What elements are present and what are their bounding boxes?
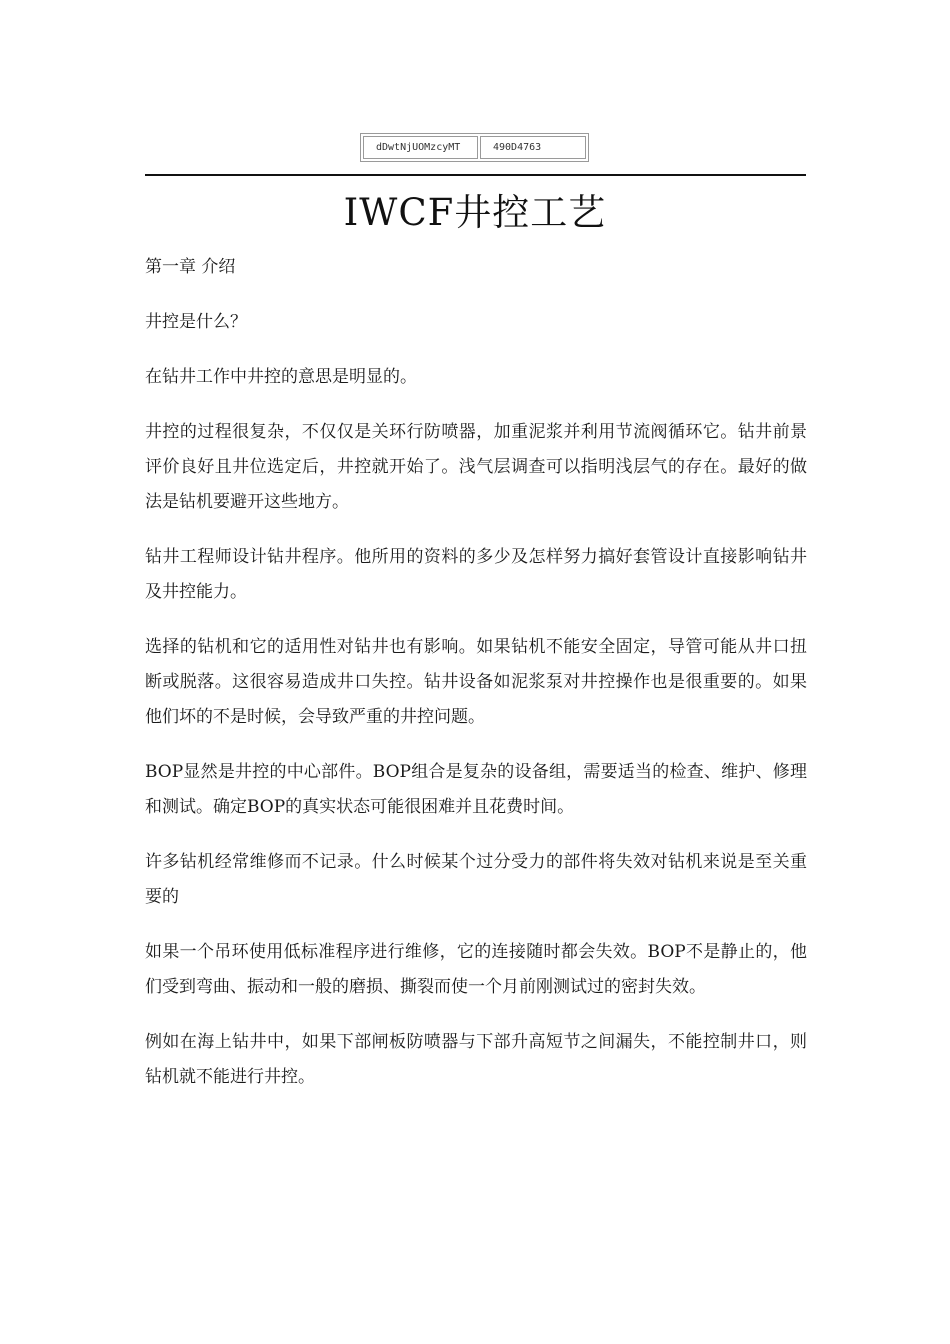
- header-divider: [145, 174, 806, 176]
- paragraph: BOP显然是井控的中心部件。BOP组合是复杂的设备组，需要适当的检查、维护、修理和测试。确定BOP的真实状态可能很困难并且花费时间。: [145, 762, 807, 817]
- page-title: IWCF井控工艺: [343, 191, 607, 234]
- paragraph: 许多钻机经常维修而不记录。什么时候某个过分受力的部件将失效对钻机来说是至关重要的: [145, 852, 807, 907]
- paragraph: 如果一个吊环使用低标准程序进行维修，它的连接随时都会失效。BOP不是静止的，他们受到弯曲、振动和一般的磨损、撕裂而使一个月前刚测试过的密封失效。: [145, 942, 807, 997]
- paragraph: 钻井工程师设计钻井程序。他所用的资料的多少及怎样努力搞好套管设计直接影响钻井及井控能力。: [145, 547, 807, 602]
- paragraph: 例如在海上钻井中，如果下部闸板防喷器与下部升高短节之间漏失，不能控制井口，则钻机就不能进行井控。: [145, 1032, 807, 1087]
- document-code-box: [360, 133, 589, 162]
- paragraph: 井控的过程很复杂，不仅仅是关环行防喷器，加重泥浆并利用节流阀循环它。钻井前景评价良好且井位选定后，井控就开始了。浅气层调查可以指明浅层气的存在。最好的做法是钻机要避开这些地方。: [145, 422, 807, 512]
- document-code-right: 490D4763: [480, 136, 586, 159]
- paragraph: 在钻井工作中井控的意思是明显的。: [145, 367, 417, 387]
- section-question: 井控是什么？: [145, 312, 247, 332]
- chapter-heading: 第一章 介绍: [145, 257, 236, 277]
- document-body: [145, 250, 807, 1095]
- paragraph: 选择的钻机和它的适用性对钻井也有影响。如果钻机不能安全固定，导管可能从井口扭断或脱落。这很容易造成井口失控。钻井设备如泥浆泵对井控操作也是很重要的。如果他们坏的不是时候，会导致严重的井控问题。: [145, 637, 807, 727]
- document-code-left: dDwtNjUOMzcyMT: [363, 136, 478, 159]
